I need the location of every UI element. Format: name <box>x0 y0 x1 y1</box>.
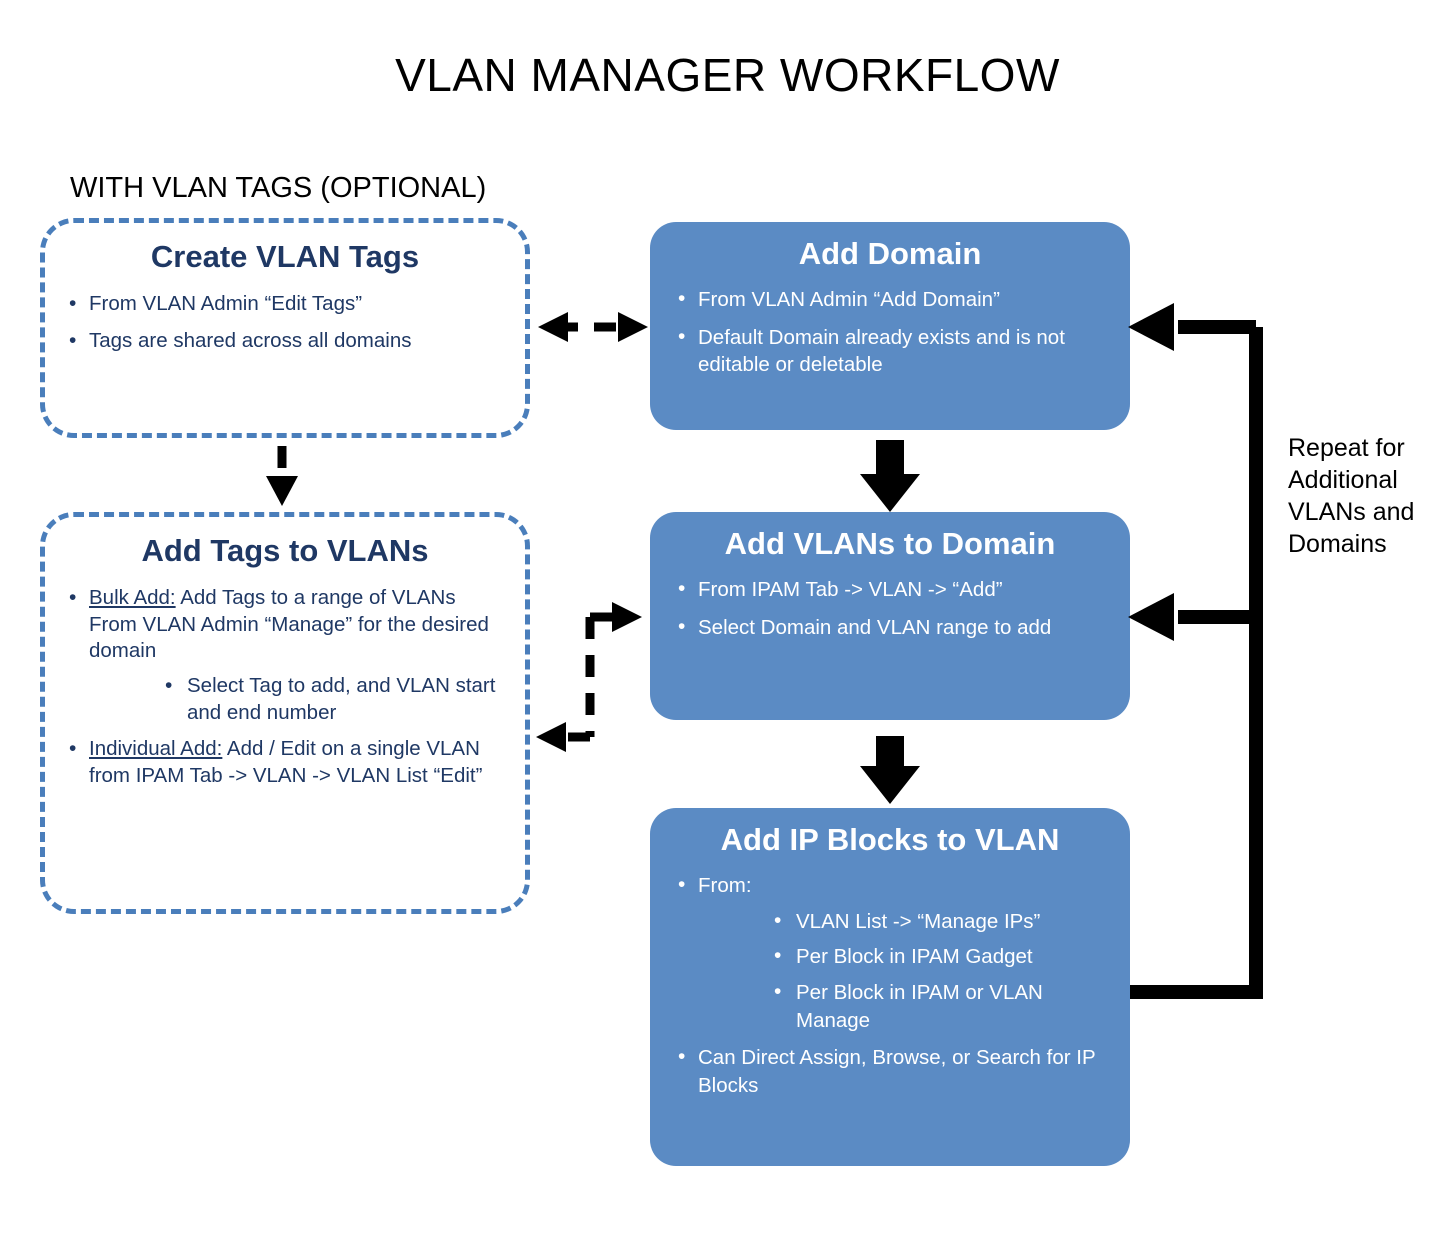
list-item: • From: • VLAN List -> “Manage IPs” • Per Block in IPAM Gadget • Per Block in IPAM or VLAN Manage <box>672 872 1108 1034</box>
list-item: • VLAN List -> “Manage IPs” <box>770 908 1108 936</box>
list-item: • Can Direct Assign, Browse, or Search for IP Blocks <box>672 1044 1108 1099</box>
list-item <box>63 585 507 726</box>
node-add-tags-to-vlans-body <box>45 569 525 789</box>
bulk-add-text: Add Tags to a range of VLANs From VLAN Admin “Manage” for the desired domain <box>89 586 489 663</box>
node-add-tags-to-vlans[interactable] <box>40 512 530 914</box>
node-add-vlans-to-domain[interactable] <box>650 512 1130 720</box>
list-item: • From VLAN Admin “Edit Tags” <box>63 291 507 318</box>
node-add-vlans-to-domain-body <box>650 562 1130 641</box>
arrow-domain-to-vlans <box>860 440 920 512</box>
list-item: • Default Domain already exists and is not editable or deletable <box>672 324 1108 379</box>
node-add-domain-body <box>650 272 1130 379</box>
node-add-ip-blocks-title: Add IP Blocks to VLAN <box>720 822 1060 857</box>
list-item: • Tags are shared across all domains <box>63 328 507 355</box>
list-item: • Per Block in IPAM or VLAN Manage <box>770 979 1108 1034</box>
node-add-vlans-to-domain-title: Add VLANs to Domain <box>724 526 1056 561</box>
node-add-domain[interactable] <box>650 222 1130 430</box>
arrow-tags-to-domain <box>538 312 648 342</box>
bulk-add-label: Bulk Add: <box>89 586 176 609</box>
list-item: • Select Domain and VLAN range to add <box>672 614 1108 642</box>
optional-section-label: WITH VLAN TAGS (OPTIONAL) <box>70 172 487 204</box>
list-item <box>63 736 507 789</box>
node-add-tags-to-vlans-title: Add Tags to VLANs <box>141 533 429 568</box>
individual-add-text: Add / Edit on a single VLAN from IPAM Tab -> VLAN -> VLAN List “Edit” <box>89 737 483 787</box>
arrow-tags-vlans-bracket <box>536 602 642 752</box>
node-add-ip-blocks-body <box>650 858 1130 1100</box>
node-create-vlan-tags-title: Create VLAN Tags <box>150 239 420 274</box>
list-item: • Per Block in IPAM Gadget <box>770 943 1108 971</box>
node-add-ip-blocks-to-vlan[interactable] <box>650 808 1130 1166</box>
repeat-note: Repeat for Additional VLANs and Domains <box>1288 434 1415 558</box>
node-create-vlan-tags[interactable] <box>40 218 530 438</box>
list-item: • Select Tag to add, and VLAN start and end number <box>161 673 507 726</box>
individual-add-label: Individual Add: <box>89 737 223 761</box>
arrow-repeat-loop <box>1128 303 1256 992</box>
list-item: • From VLAN Admin “Add Domain” <box>672 286 1108 314</box>
node-create-vlan-tags-body <box>45 275 525 354</box>
node-add-domain-title: Add Domain <box>798 236 982 271</box>
page-title: VLAN MANAGER WORKFLOW <box>395 49 1060 101</box>
list-item: • From IPAM Tab -> VLAN -> “Add” <box>672 576 1108 604</box>
arrow-create-tags-down <box>266 446 298 506</box>
arrow-vlans-to-ipblocks <box>860 736 920 804</box>
